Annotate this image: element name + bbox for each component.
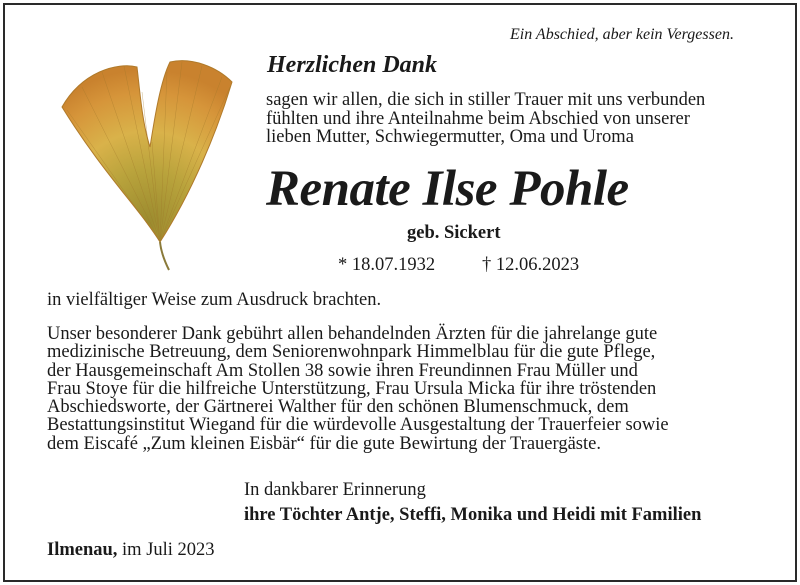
- closing-phrase: In dankbarer Erinnerung: [244, 480, 426, 500]
- place-date: [47, 540, 215, 561]
- paragraph-line: Frau Stoye für die hilfreiche Unterstützung, Frau Ursula Micka für ihre tröstenden: [47, 378, 657, 399]
- thanks-paragraph: [47, 325, 669, 453]
- paragraph-line: der Hausgemeinschaft Am Stollen 38 sowie ihren Freundinnen Frau Müller und: [47, 360, 638, 381]
- paragraph-line: Abschiedsworte, der Gärtnerei Walther für den schönen Blumenschmuck, dem: [47, 397, 629, 418]
- paragraph-line: medizinische Betreuung, dem Seniorenwohnpark Himmelblau für die gute Pflege,: [47, 342, 656, 363]
- death-date: † 12.06.2023: [482, 255, 580, 275]
- motto: Ein Abschied, aber kein Vergessen.: [510, 26, 734, 43]
- intro-line: lieben Mutter, Schwiegermutter, Oma und Uroma: [266, 127, 634, 147]
- paragraph-line: Unser besonderer Dank gebührt allen behandelnden Ärzten für die jahrelange gute: [47, 324, 658, 344]
- birth-date: * 18.07.1932: [338, 255, 436, 275]
- paragraph-line: dem Eiscafé „Zum kleinen Eisbär“ für die gute Bewirtung der Trauergäste.: [47, 433, 601, 454]
- intro-line: fühlten und ihre Anteilnahme beim Abschied von unserer: [266, 108, 690, 129]
- deceased-name: Renate Ilse Pohle: [266, 161, 629, 217]
- paragraph-line: Bestattungsinstitut Wiegand für die würdevolle Ausgestaltung der Trauerfeier sowie: [47, 415, 669, 436]
- thanks-title: Herzlichen Dank: [267, 52, 438, 78]
- birth-name: geb. Sickert: [407, 223, 501, 243]
- signers: ihre Töchter Antje, Steffi, Monika und Heidi mit Familien: [244, 505, 702, 525]
- intro-text: [266, 91, 705, 147]
- place: Ilmenau,: [47, 540, 118, 560]
- continuation-line: in vielfältiger Weise zum Ausdruck brachten.: [47, 290, 382, 310]
- date: im Juli 2023: [122, 540, 215, 560]
- intro-line: sagen wir allen, die sich in stiller Trauer mit uns verbunden: [266, 90, 706, 110]
- ginkgo-leaf-icon: [42, 52, 242, 272]
